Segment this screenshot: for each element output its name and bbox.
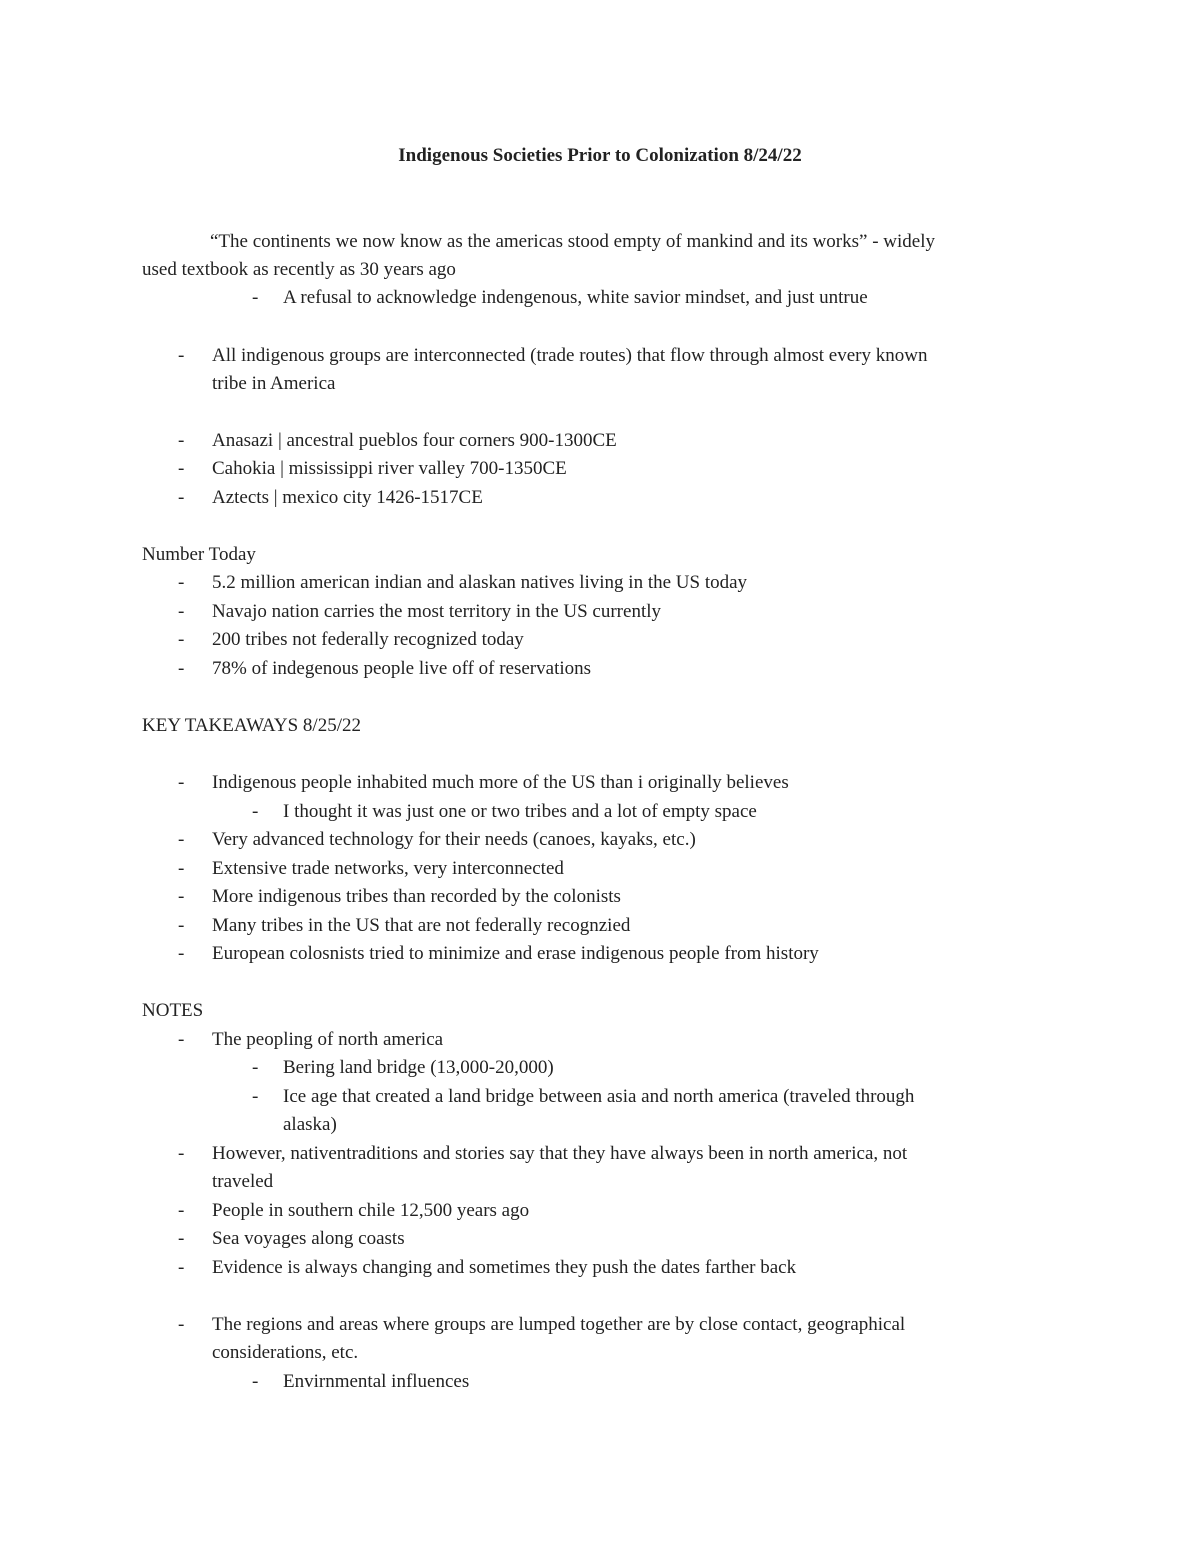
notes-item-continued: traveled: [212, 1171, 274, 1192]
notes-item: Sea voyages along coasts: [212, 1228, 405, 1249]
notes-sub-item: Ice age that created a land bridge between asia and north america (traveled through: [283, 1086, 915, 1107]
takeaways-heading: KEY TAKEAWAYS 8/25/22: [142, 715, 361, 736]
number-today-heading: Number Today: [142, 544, 256, 565]
notes-item: However, nativentraditions and stories say that they have always been in north america, not: [212, 1143, 908, 1164]
notes-sub-item: Envirnmental influences: [283, 1371, 470, 1392]
bullet-dash: -: [178, 829, 185, 850]
takeaway-item: Many tribes in the US that are not federally recognzied: [212, 915, 631, 936]
bullet-dash: -: [252, 1371, 259, 1392]
bullet-dash: -: [178, 772, 185, 793]
notes-item-continued: considerations, etc.: [212, 1342, 359, 1363]
notes-sub-item-continued: alaska): [283, 1114, 337, 1135]
bullet-dash: -: [178, 601, 185, 622]
number-today-item: 200 tribes not federally recognized today: [212, 629, 524, 650]
notes-item: The peopling of north america: [212, 1029, 444, 1050]
bullet-dash: -: [178, 1143, 185, 1164]
takeaway-item: More indigenous tribes than recorded by the colonists: [212, 886, 621, 907]
society-item: Anasazi | ancestral pueblos four corners 900-1300CE: [212, 430, 617, 451]
bullet-dash: -: [252, 1086, 259, 1107]
takeaway-item: European colosnists tried to minimize and erase indigenous people from history: [212, 943, 819, 964]
bullet-dash: -: [178, 658, 185, 679]
number-today-item: 5.2 million american indian and alaskan natives living in the US today: [212, 572, 748, 593]
notes-item: The regions and areas where groups are lumped together are by close contact, geographical: [212, 1314, 906, 1335]
bullet-dash: -: [178, 487, 185, 508]
bullet-dash: -: [178, 430, 185, 451]
takeaway-item: Very advanced technology for their needs (canoes, kayaks, etc.): [212, 829, 696, 850]
notes-heading: NOTES: [142, 1000, 204, 1021]
notes-sub-item: Bering land bridge (13,000-20,000): [283, 1057, 554, 1078]
bullet-dash: -: [178, 1228, 185, 1249]
bullet-dash: -: [178, 1257, 185, 1278]
bullet-dash: -: [178, 1314, 185, 1335]
intro-quote-line-2: used textbook as recently as 30 years ago: [142, 259, 456, 280]
page-title: Indigenous Societies Prior to Colonization 8/24/22: [398, 145, 802, 166]
interconnected-line-2: tribe in America: [212, 373, 336, 394]
takeaway-sub-item: I thought it was just one or two tribes and a lot of empty space: [283, 801, 757, 822]
bullet-dash: -: [252, 287, 259, 308]
bullet-dash: -: [178, 629, 185, 650]
bullet-dash: -: [178, 1029, 185, 1050]
bullet-dash: -: [178, 886, 185, 907]
bullet-dash: -: [178, 858, 185, 879]
bullet-dash: -: [178, 915, 185, 936]
society-item: Cahokia | mississippi river valley 700-1350CE: [212, 458, 567, 479]
bullet-dash: -: [252, 1057, 259, 1078]
bullet-dash: -: [178, 458, 185, 479]
intro-sub-bullet: A refusal to acknowledge indengenous, white savior mindset, and just untrue: [283, 287, 868, 308]
interconnected-line-1: All indigenous groups are interconnected (trade routes) that flow through almost every known: [212, 345, 928, 366]
notes-item: Evidence is always changing and sometimes they push the dates farther back: [212, 1257, 797, 1278]
notes-item: People in southern chile 12,500 years ago: [212, 1200, 530, 1221]
bullet-dash: -: [252, 801, 259, 822]
society-item: Aztects | mexico city 1426-1517CE: [212, 487, 483, 508]
takeaway-item: Extensive trade networks, very interconnected: [212, 858, 564, 879]
number-today-item: 78% of indegenous people live off of reservations: [212, 658, 592, 679]
bullet-dash: -: [178, 572, 185, 593]
bullet-dash: -: [178, 1200, 185, 1221]
number-today-item: Navajo nation carries the most territory in the US currently: [212, 601, 662, 622]
takeaway-item: Indigenous people inhabited much more of the US than i originally believes: [212, 772, 789, 793]
bullet-dash: -: [178, 345, 185, 366]
intro-quote-line-1: “The continents we now know as the americas stood empty of mankind and its works” - widely: [210, 231, 935, 252]
bullet-dash: -: [178, 943, 185, 964]
